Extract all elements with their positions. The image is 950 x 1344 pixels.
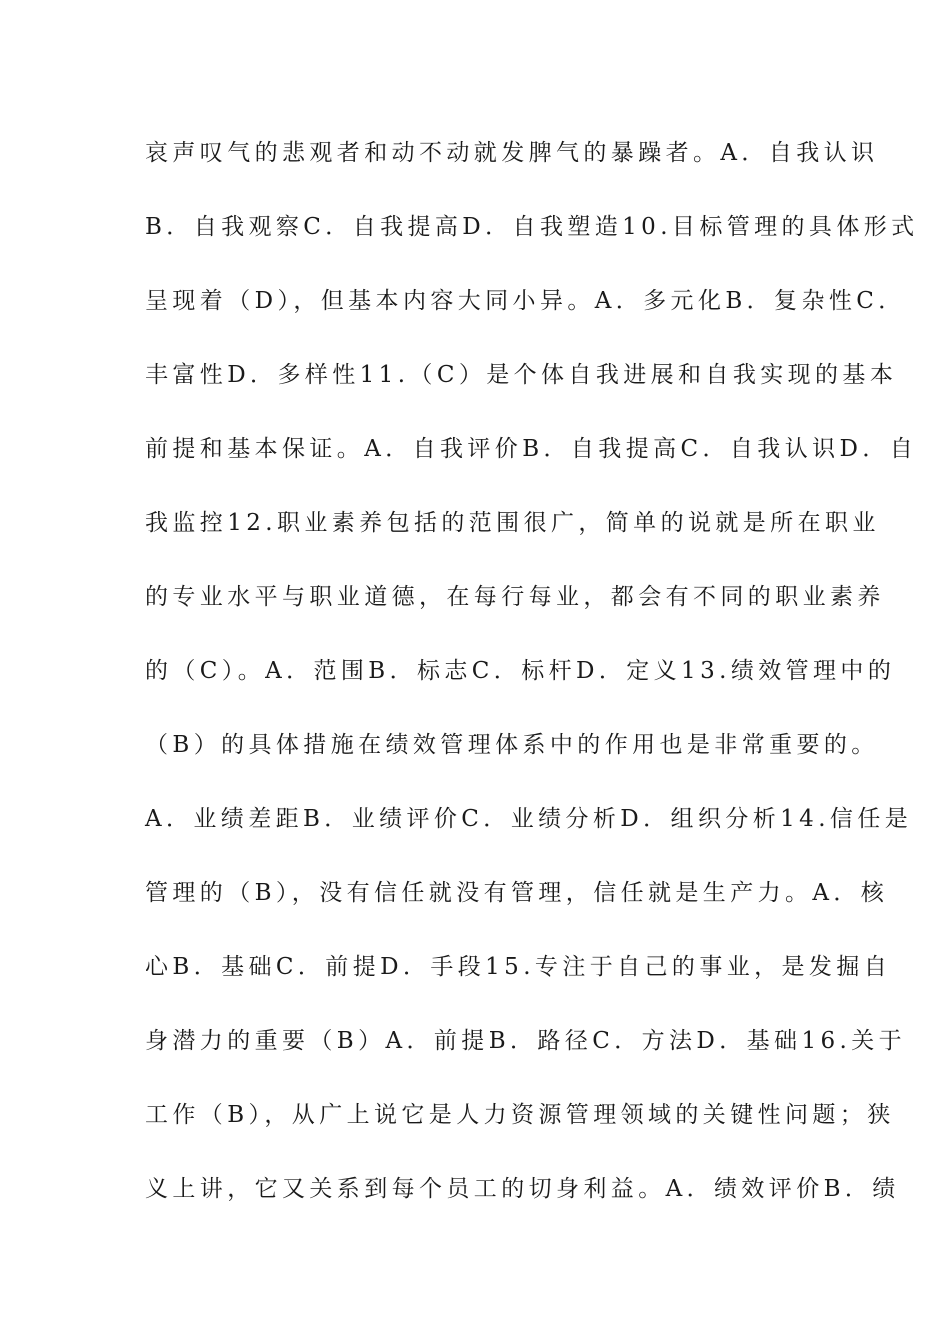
text-line: A．业绩差距B．业绩评价C．业绩分析D．组织分析14.信任是 bbox=[145, 806, 913, 832]
text-line: 管理的（B），没有信任就没有管理，信任就是生产力。A．核 bbox=[145, 880, 889, 906]
text-line: 的（C）。A．范围B．标志C．标杆D．定义13.绩效管理中的 bbox=[145, 658, 896, 684]
text-line: 丰富性D．多样性11.（C）是个体自我进展和自我实现的基本 bbox=[145, 362, 898, 388]
text-line: 的专业水平与职业道德，在每行每业，都会有不同的职业素养 bbox=[145, 584, 885, 610]
text-line: 呈现着（D），但基本内容大同小异。A．多元化B．复杂性C． bbox=[145, 288, 906, 314]
text-line: 哀声叹气的悲观者和动不动就发脾气的暴躁者。A．自我认识 bbox=[145, 140, 879, 166]
text-line: 工作（B），从广上说它是人力资源管理领域的关键性问题；狭 bbox=[145, 1102, 895, 1128]
text-line: 我监控12.职业素养包括的范围很广，简单的说就是所在职业 bbox=[145, 510, 880, 536]
text-line: B．自我观察C．自我提高D．自我塑造10.目标管理的具体形式 bbox=[145, 214, 919, 240]
document-text-body bbox=[145, 131, 919, 1241]
text-line: 身潜力的重要（B）A．前提B．路径C．方法D．基础16.关于 bbox=[145, 1028, 907, 1054]
text-line: 前提和基本保证。A．自我评价B．自我提高C．自我认识D．自 bbox=[145, 436, 918, 462]
text-line: 心B．基础C．前提D．手段15.专注于自己的事业，是发掘自 bbox=[145, 954, 892, 980]
text-line: （B）的具体措施在绩效管理体系中的作用也是非常重要的。 bbox=[145, 732, 879, 758]
text-line: 义上讲，它又关系到每个员工的切身利益。A．绩效评价B．绩 bbox=[145, 1176, 900, 1202]
